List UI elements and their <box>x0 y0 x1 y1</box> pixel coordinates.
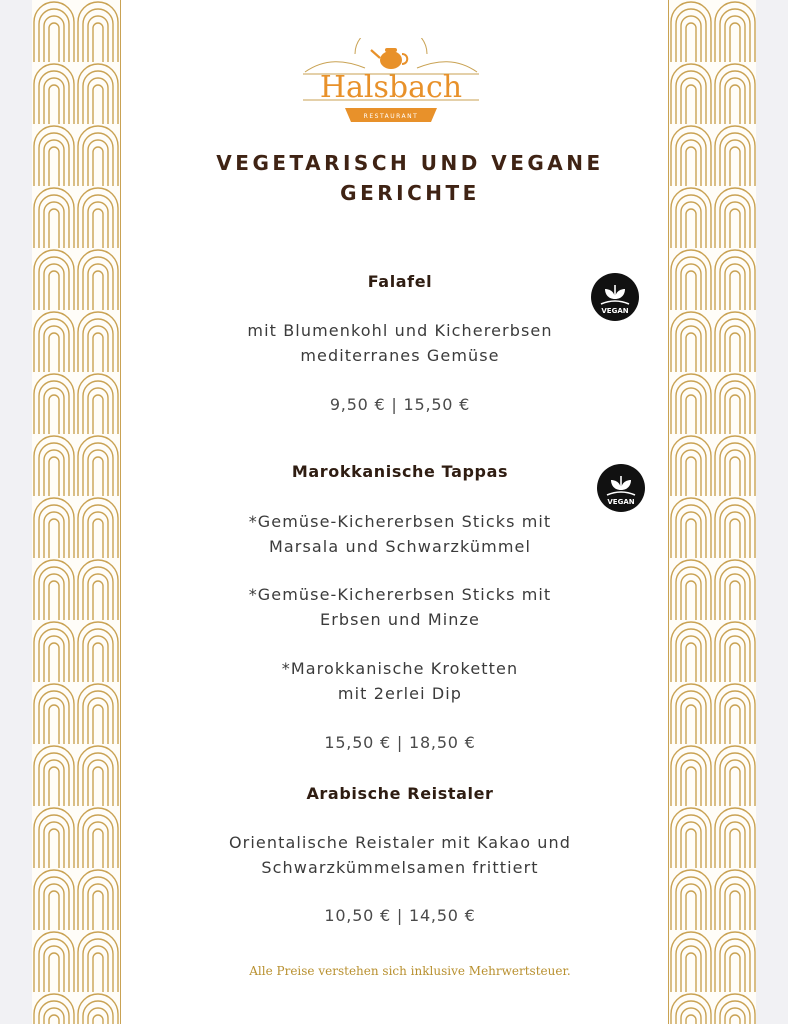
dish-name-tappas: Marokkanische Tappas <box>291 462 509 481</box>
dish-name-reistaler: Arabische Reistaler <box>306 784 494 803</box>
teapot-icon <box>371 48 407 69</box>
title-line-2: GERICHTE <box>340 181 480 205</box>
vegan-badge-icon <box>596 463 646 513</box>
vegan-badge-icon <box>590 272 640 322</box>
dish-price-reistaler: 10,50 € | 14,50 € <box>324 906 476 925</box>
decorative-border-right <box>668 0 756 1024</box>
tappas-option-1: *Gemüse-Kichererbsen Sticks mit Marsala und Schwarzkümmel <box>248 512 552 556</box>
logo-tagline: RESTAURANT <box>363 113 419 120</box>
menu-page <box>32 0 756 1024</box>
dish-description-falafel: mit Blumenkohl und Kichererbsen mediterranes Gemüse <box>247 321 553 365</box>
arch-pattern <box>32 0 120 1024</box>
dish-name-falafel: Falafel <box>367 272 433 291</box>
page-title <box>152 148 668 208</box>
tappas-option-3: *Marokkanische Kroketten mit 2erlei Dip <box>281 659 519 703</box>
arch-pattern <box>669 0 756 1024</box>
logo-wordmark: Halsbach <box>319 70 463 105</box>
tappas-option-2: *Gemüse-Kichererbsen Sticks mit Erbsen und Minze <box>248 585 552 629</box>
halsbach-logo <box>295 38 487 132</box>
decorative-border-left <box>32 0 121 1024</box>
title-line-1: VEGETARISCH UND VEGANE <box>216 151 604 175</box>
svg-text:VEGAN: VEGAN <box>601 307 629 315</box>
svg-text:VEGAN: VEGAN <box>607 498 635 506</box>
footer-note: Alle Preise verstehen sich inklusive Mehrwertsteuer. <box>249 964 571 978</box>
dish-description-reistaler: Orientalische Reistaler mit Kakao und Schwarzkümmelsamen frittiert <box>228 833 572 877</box>
dish-price-falafel: 9,50 € | 15,50 € <box>329 395 471 414</box>
dish-price-tappas: 15,50 € | 18,50 € <box>324 733 476 752</box>
